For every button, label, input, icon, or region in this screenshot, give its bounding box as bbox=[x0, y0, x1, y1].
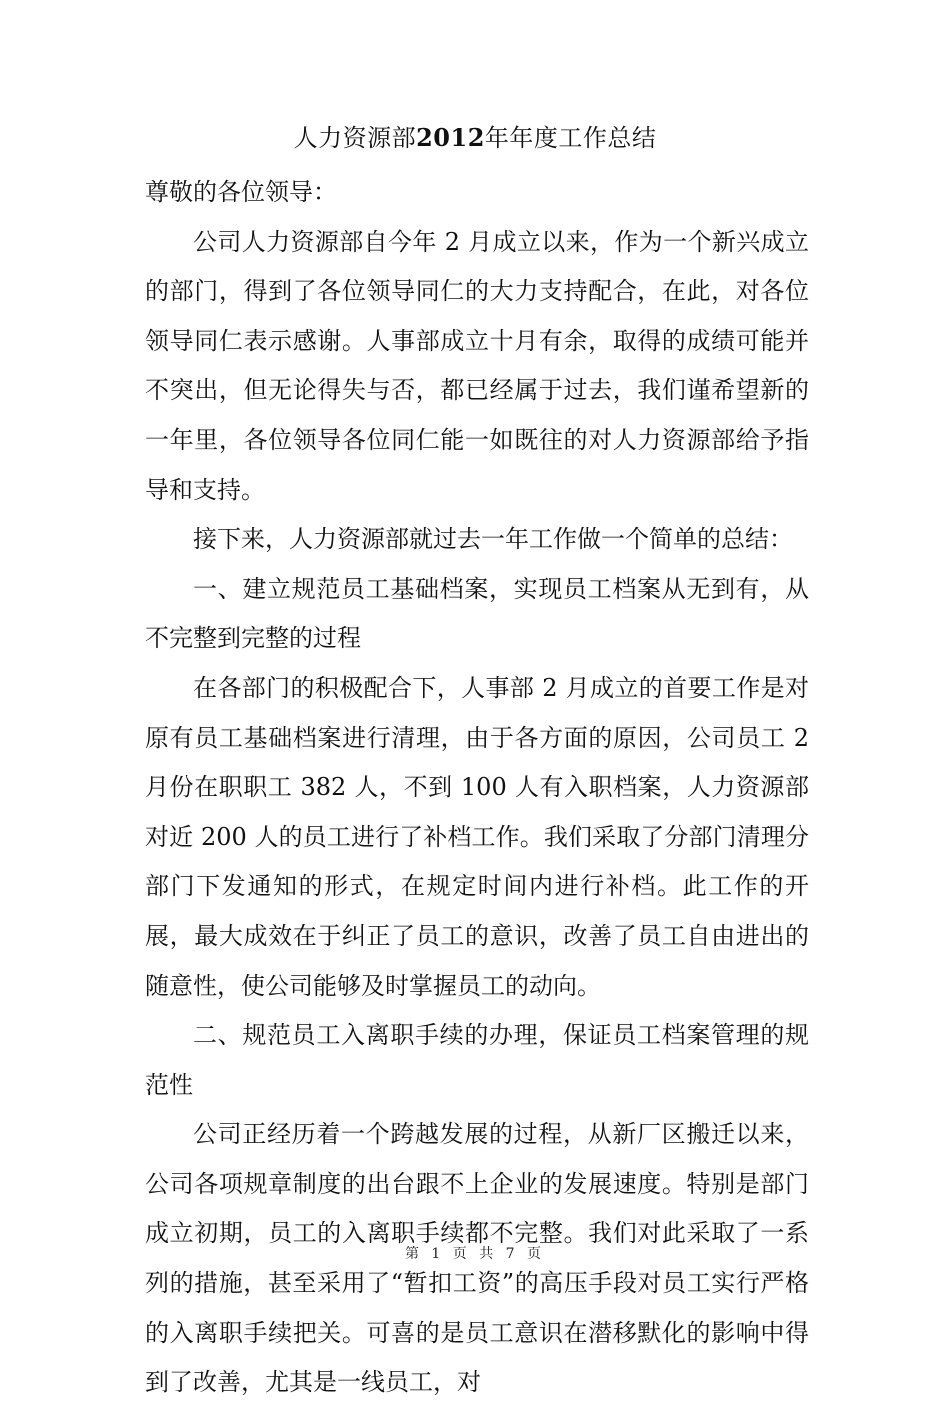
paragraph-section-1: 在各部门的积极配合下，人事部 2 月成立的首要工作是对原有员工基础档案进行清理，由于各方面的原因，公司员工 2 月份在职职工 382 人，不到 100 人有入职档案，人力资源部对近 200 人的员工进行了补档工作。我们采取了分部门清理分部门下发通知的形式，在规定时间内进行补档。此工作的开展，最大成效在于纠正了员工的意识，改善了员工自由进出的随意性，使公司能够及时掌握员工的动向。 bbox=[145, 673, 809, 1000]
salutation: 尊敬的各位领导： bbox=[145, 178, 337, 206]
title-suffix: 年年度工作总结 bbox=[484, 124, 657, 152]
title-prefix: 人力资源部 bbox=[293, 124, 417, 152]
section-heading-2: 二、规范员工入离职手续的办理，保证员工档案管理的规范性 bbox=[145, 1021, 809, 1099]
section-heading-1: 一、建立规范员工基础档案，实现员工档案从无到有，从不完整到完整的过程 bbox=[145, 574, 809, 653]
paragraph-summary-lead: 接下来，人力资源部就过去一年工作做一个简单的总结： bbox=[193, 525, 793, 554]
paragraph-intro: 公司人力资源部自今年 2 月成立以来，作为一个新兴成立的部门，得到了各位领导同仁的大力支持配合，在此，对各位领导同仁表示感谢。人事部成立十月有余，取得的成绩可能并不突出，但无论得失与否，都已经属于过去，我们谨希望新的一年里，各位领导各位同仁能一如既往的对人力资源部给予指导和支持。 bbox=[145, 227, 809, 504]
document-body bbox=[145, 168, 809, 1408]
document-title bbox=[0, 122, 950, 154]
title-year: 2012 bbox=[416, 123, 485, 152]
page-footer: 第 1 页 共 7 页 bbox=[404, 1246, 546, 1262]
paragraph-section-2: 公司正经历着一个跨越发展的过程，从新厂区搬迁以来，公司各项规章制度的出台跟不上企业的发展速度。特别是部门成立初期，员工的入离职手续都不完整。我们对此采取了一系列的措施，甚至采用了“暂扣工资”的高压手段对员工实行严格的入离职手续把关。可喜的是员工意识在潜移默化的影响中得到了改善，尤其是一线员工，对 bbox=[145, 1120, 809, 1397]
